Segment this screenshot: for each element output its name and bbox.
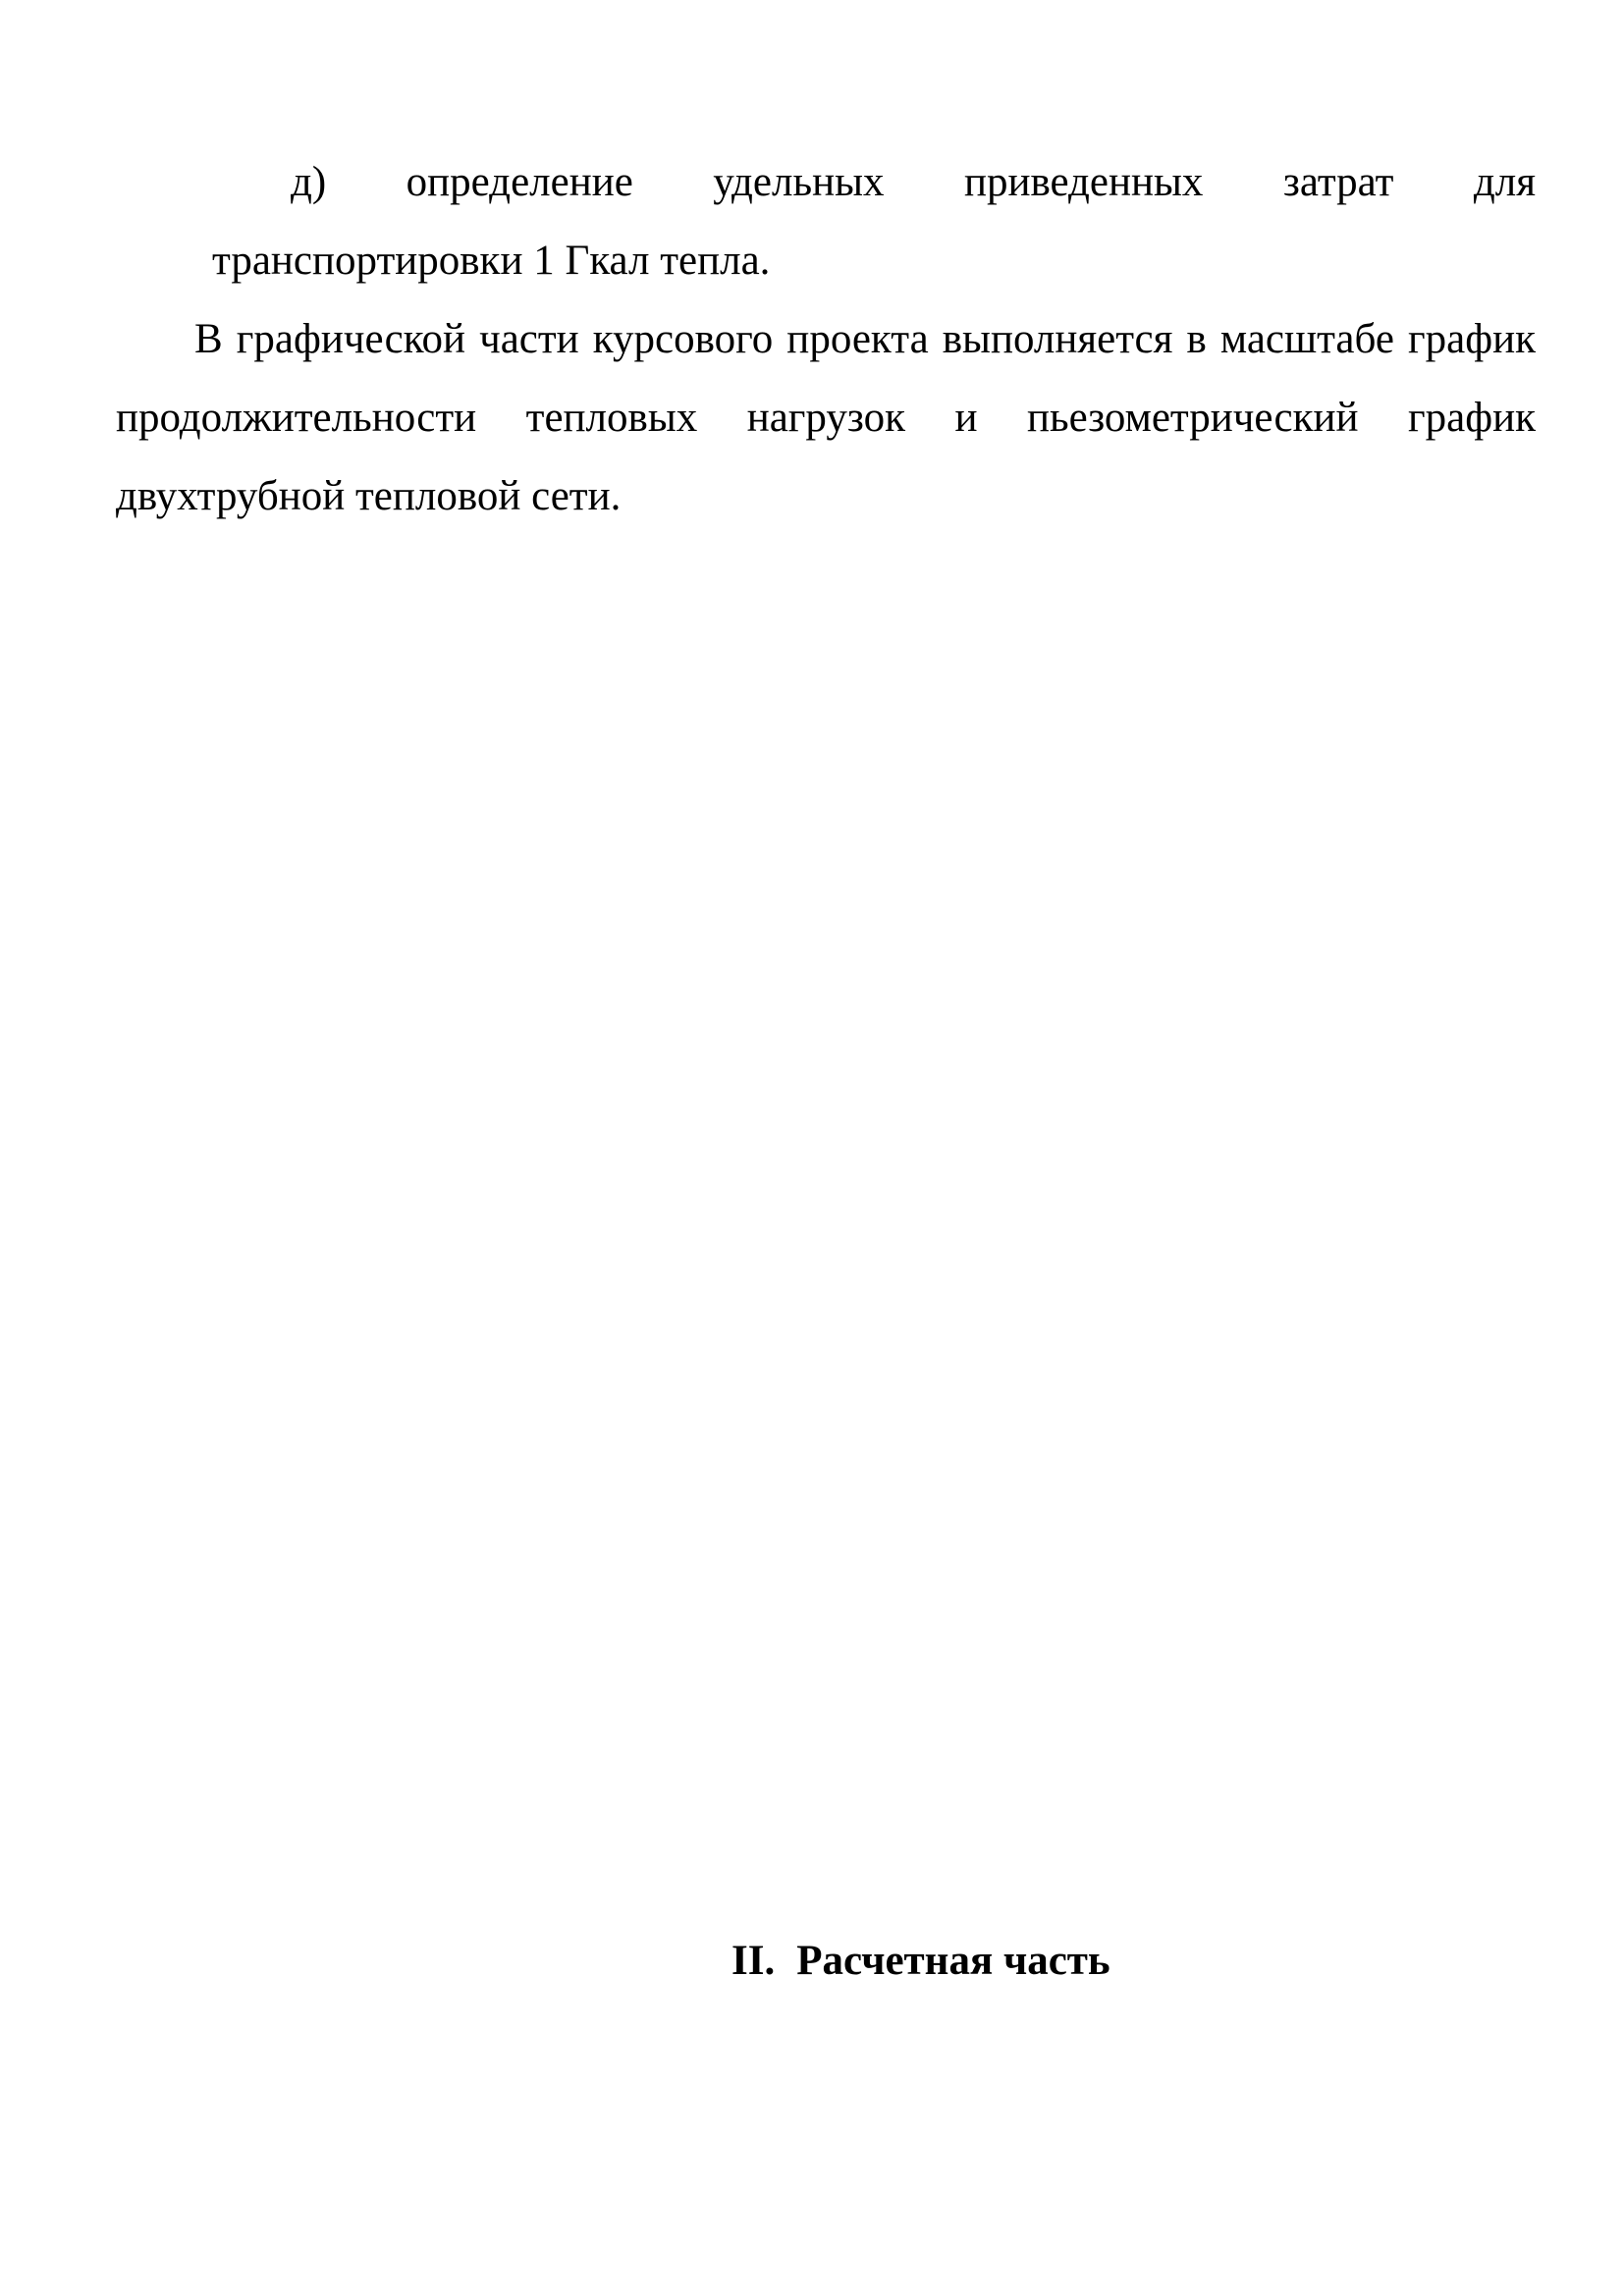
- list-word: для: [1473, 159, 1537, 205]
- section-title: Расчетная часть: [796, 1938, 1110, 1984]
- list-word: удельных: [713, 159, 885, 205]
- section-heading: [731, 1932, 1110, 1991]
- list-item-d: [116, 143, 1536, 300]
- list-item-first-line: [116, 143, 1536, 222]
- list-word: затрат: [1282, 159, 1394, 205]
- list-item-continuation: транспортировки 1 Гкал тепла.: [212, 238, 771, 284]
- list-marker: д): [291, 159, 327, 205]
- section-number: II.: [731, 1938, 776, 1984]
- paragraph-graphic-part: В графической части курсового проекта выполняется в масштабе график продолжительности тепловых нагрузок и пьезометрический график двухтрубной тепловой сети.: [116, 316, 1536, 519]
- list-word: определение: [406, 159, 633, 205]
- list-word: приведенных: [963, 159, 1204, 205]
